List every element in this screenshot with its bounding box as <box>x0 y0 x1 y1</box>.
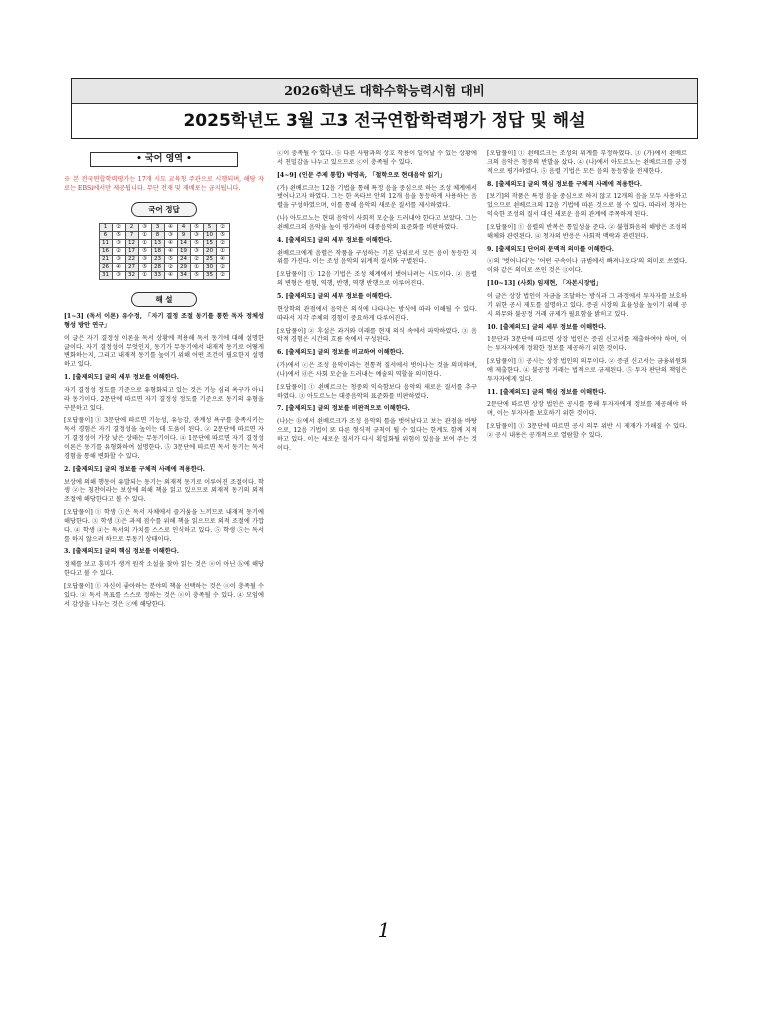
answer-choice: ⑤ <box>164 256 177 264</box>
explanation-paragraph: [오답풀이] ① 자신이 좋아하는 분야의 책을 선택하는 것은 ⓐ이 충족될 수 있다. ② 독서 목표를 스스로 정하는 것은 ⓐ이 충족될 수 있다. ④ 모임에서 감상을 나누는 것은 ⓒ에 해당한다. <box>64 582 264 608</box>
question-number: 31 <box>99 272 112 280</box>
explanation-paragraph: 자기 결정성 정도를 기준으로 유형화되고 있는 것은 기능 심리 욕구가 아니라 동기이다. 2문단에 따르면 자기 결정성 정도를 기준으로 동기의 유형을 구분하고 있다. <box>64 386 264 412</box>
question-heading: 7. [출제의도] 글의 정보를 비판적으로 이해한다. <box>277 405 410 413</box>
answer-choice: ② <box>216 264 229 272</box>
column-2 <box>277 150 477 940</box>
question-number: 1 <box>99 224 112 232</box>
answer-choice: ① <box>138 272 151 280</box>
explanation-paragraph: ⓐ의 '벗어나다'는 '어떤 구속이나 규범에서 빠져나오다'의 의미로 쓰였다. 이와 같은 의미로 쓰인 것은 ③이다. <box>487 258 687 275</box>
question-number: 15 <box>203 240 216 248</box>
header-title: 2025학년도 3월 고3 전국연합학력평가 정답 및 해설 <box>183 111 586 131</box>
answer-key-title: 국어 정답 <box>131 202 197 217</box>
answer-row <box>99 264 229 272</box>
explanation-paragraph: 2문단에 따르면 상장 법인은 공시를 통해 투자자에게 정보를 제공해야 하며, 이는 투자자를 보호하기 위한 것이다. <box>487 401 687 418</box>
question-number: 28 <box>151 264 164 272</box>
explanation-paragraph: [오답풀이] ② 후설은 과거와 미래를 현재 의식 속에서 파악하였다. ③ 음악적 경험은 시간의 흐름 속에서 구성된다. <box>277 327 477 344</box>
explanation-paragraph: [오답풀이] ① 쇤베르크는 조성의 위계를 부정하였다. ③ (가)에서 쇤베르크의 음악은 청중의 반발을 샀다. ④ (나)에서 아도르노는 쇤베르크를 긍정적으로 평가하였다. ⑤ 음렬 기법은 모든 음의 동등함을 전제한다. <box>487 150 687 175</box>
page-number: 1 <box>377 918 391 942</box>
answer-row <box>99 272 229 280</box>
answer-choice: ② <box>216 272 229 280</box>
question-heading: [4~9] (인문 주제 통합) 박영옥, 「철학으로 현대음악 읽기」 <box>277 171 446 179</box>
explanation-paragraph: 현상학의 관점에서 음악은 의식에 나타나는 방식에 따라 이해될 수 있다. 따라서 지각 주체의 경험이 중요하게 다루어진다. <box>277 305 477 322</box>
answer-choice: ④ <box>216 256 229 264</box>
explanation-paragraph: [보기]의 작품은 특정 음을 중심으로 하지 않고 12개의 음을 모두 사용하고 있으므로 쇤베르크의 12음 기법에 따른 것으로 볼 수 있다. 따라서 청자는 익숙한 조성의 질서 대신 새로운 음의 관계에 주목하게 된다. <box>487 193 687 219</box>
question-number: 26 <box>99 264 112 272</box>
question-heading: 6. [출제의도] 글의 정보를 비교하여 이해한다. <box>277 349 404 357</box>
answer-choice: ③ <box>112 240 125 248</box>
document-header <box>71 78 698 139</box>
notice-text: ※ 본 전국연합학력평가는 17개 시도 교육청 주관으로 시행되며, 해당 자료는 EBSi에서만 제공됩니다. 무단 전재 및 재배포는 금지됩니다. <box>64 176 264 192</box>
question-heading: 11. [출제의도] 글의 핵심 정보를 이해한다. <box>487 388 607 396</box>
question-number: 5 <box>203 224 216 232</box>
question-number: 34 <box>177 272 190 280</box>
question-number: 22 <box>125 256 138 264</box>
explanation-paragraph: 보상에 의해 행동이 유발되는 동기는 외재적 동기로 이루어진 조절이다. 학생 ②는 칭찬이라는 보상에 의해 책을 읽고 있으므로 외재적 동기의 외적 조절에 해당한다고 볼 수 있다. <box>64 478 264 504</box>
explanation-paragraph: [오답풀이] ① 3문단에 따르면 기능성, 유능감, 관계성 욕구를 충족시키는 독서 경험은 자기 결정성을 높이는 데 도움이 된다. ② 2문단에 따르면 자기 결정성이 가장 낮은 상태는 무동기이다. ④ 1문단에 따르면 자기 결정성 이론은 동기를 유형화하여 설명한다. ⑤ 3문단에 따르면 독서 동기는 독서 경험을 통해 변화할 수 있다. <box>64 417 264 460</box>
question-number: 4 <box>177 224 190 232</box>
column-3-body <box>487 150 687 441</box>
answer-choice: ④ <box>112 264 125 272</box>
question-number: 16 <box>99 248 112 256</box>
question-heading: [10~13] (사회) 임재현, 「자본시장법」 <box>487 280 602 288</box>
question-heading: 2. [출제의도] 글의 정보를 구체적 사례에 적용한다. <box>64 465 205 473</box>
answer-choice: ④ <box>164 248 177 256</box>
explanation-paragraph: 쇤베르크에게 음렬은 작품을 구성하는 기본 단위로서 모든 음이 동등한 지위를 가진다. 이는 조성 음악의 위계적 질서와 구별된다. <box>277 249 477 266</box>
explanation-title: 해 설 <box>131 292 197 307</box>
question-number: 9 <box>177 232 190 240</box>
explanation-paragraph: [오답풀이] ① 공시는 상장 법인의 의무이다. ② 증권 신고서는 금융위원회에 제출한다. ④ 불공정 거래는 법적으로 규제된다. ⑤ 투자 판단의 책임은 투자자에게 있다. <box>487 358 687 383</box>
question-heading: [1~3] (독서 이론) 유수정, 「자기 결정 조절 동기를 통한 독자 정체성 형성 방안 연구」 <box>64 313 264 329</box>
answer-choice: ③ <box>138 256 151 264</box>
question-number: 11 <box>99 240 112 248</box>
answer-choice: ③ <box>112 272 125 280</box>
question-number: 7 <box>125 232 138 240</box>
explanation-paragraph: [오답풀이] ① 학생 ①은 독서 자체에서 즐거움을 느끼므로 내재적 동기에 해당한다. ③ 학생 ③은 과제 점수를 위해 책을 읽으므로 외적 조절에 가깝다. ④ 학생 ④는 독서의 가치를 스스로 인식하고 있다. ⑤ 학생 ⑤는 독서를 하지 않으려 하므로 무동기 상태이다. <box>64 509 264 543</box>
question-number: 13 <box>151 240 164 248</box>
answer-choice: ④ <box>164 224 177 232</box>
answer-row <box>99 224 229 232</box>
answer-choice: ⑤ <box>138 264 151 272</box>
question-number: 8 <box>151 232 164 240</box>
question-number: 14 <box>177 240 190 248</box>
answer-choice: ② <box>190 256 203 264</box>
explanation-paragraph: [오답풀이] ① 3문단에 따르면 공시 의무 위반 시 제재가 가해질 수 있다. ② 공시 내용은 공개적으로 열람할 수 있다. <box>487 423 687 439</box>
explanation-paragraph: ⓒ이 충족될 수 있다. ⑤ 다른 사람과의 상호 작용이 일어날 수 있는 상황에서 친밀감을 나누고 있으므로 ⓒ이 충족될 수 있다. <box>277 150 477 166</box>
explanation-paragraph: 이 글은 상장 법인이 자금을 조달하는 방식과 그 과정에서 투자자를 보호하기 위한 공시 제도를 설명하고 있다. 증권 시장의 효율성을 높이기 위해 공시 의무와 불공정 거래 규제가 필요함을 밝히고 있다. <box>487 292 687 318</box>
answer-choice: ③ <box>112 256 125 264</box>
header-subtitle: 2026학년도 대학수학능력시험 대비 <box>72 79 697 104</box>
explanation-paragraph: (나)는 ⓑ에서 쇤베르크가 조성 음악의 틀을 벗어났다고 보는 관점을 바탕으로, 12음 기법이 또 다른 형식적 규칙이 될 수 있다는 한계도 함께 지적하고 있다. 이는 새로운 질서가 다시 획일화될 위험이 있음을 보여 주는 것이다. <box>277 418 477 452</box>
answer-row <box>99 232 229 240</box>
answer-choice: ③ <box>190 248 203 256</box>
column-3 <box>487 150 687 940</box>
question-number: 24 <box>177 256 190 264</box>
explanation-paragraph: [오답풀이] ① 쇤베르크는 청중의 익숙함보다 음악의 새로운 질서를 추구하였다. ③ 아도르노는 대중음악의 표준화를 비판하였다. <box>277 383 477 400</box>
answer-choice: ② <box>164 264 177 272</box>
question-number: 35 <box>203 272 216 280</box>
explanation-paragraph: (가)에서 ⓒ은 조성 음악이라는 전통적 질서에서 벗어나는 것을 의미하며, (나)에서 ⓓ은 사회 모순을 드러내는 예술의 역할을 의미한다. <box>277 362 477 378</box>
column-1 <box>64 150 264 940</box>
column-2-body <box>277 150 477 454</box>
answer-choice: ① <box>138 232 151 240</box>
section-title: • 국어 영역 • <box>90 152 238 167</box>
explanation-paragraph: [오답풀이] ① 음렬의 반복은 통일성을 준다. ② 불협화음의 해방은 조성의 해체와 관련된다. ④ 청자의 반응은 사회적 맥락과 관련된다. <box>487 223 687 240</box>
answer-table <box>99 223 230 280</box>
question-number: 32 <box>125 272 138 280</box>
question-heading: 3. [출제의도] 글의 핵심 정보를 이해한다. <box>64 548 179 556</box>
question-number: 2 <box>125 224 138 232</box>
explanation-paragraph: 1문단과 3문단에 따르면 상장 법인은 증권 신고서를 제출하여야 하며, 이는 투자자에게 정확한 정보를 제공하기 위한 것이다. <box>487 336 687 353</box>
answer-row <box>99 248 229 256</box>
answer-choice: ① <box>190 264 203 272</box>
question-number: 18 <box>151 248 164 256</box>
answer-choice: ① <box>138 240 151 248</box>
explanation-paragraph: 정체를 보고 흥미가 생겨 원작 소설을 찾아 읽는 것은 ⓐ이 아닌 ⓑ에 해당한다고 볼 수 있다. <box>64 561 264 578</box>
question-heading: 10. [출제의도] 글의 세부 정보를 이해한다. <box>487 323 607 331</box>
question-heading: 4. [출제의도] 글의 세부 정보를 이해한다. <box>277 236 392 244</box>
column-1-body <box>64 313 264 609</box>
question-number: 29 <box>177 264 190 272</box>
question-number: 12 <box>125 240 138 248</box>
answer-choice: ④ <box>164 272 177 280</box>
explanation-paragraph: (가) 쇤베르크는 12음 기법을 통해 특정 음을 중심으로 하는 조성 체계에서 벗어나고자 하였다. 그는 한 옥타브 안의 12개 음을 동등하게 사용하는 음렬을 구성하였으며, 이를 통해 음악의 새로운 질서를 제시하였다. <box>277 184 477 210</box>
question-heading: 5. [출제의도] 글의 세부 정보를 이해한다. <box>277 292 392 300</box>
question-number: 33 <box>151 272 164 280</box>
question-number: 17 <box>125 248 138 256</box>
answer-row <box>99 240 229 248</box>
answer-choice: ④ <box>164 240 177 248</box>
question-number: 27 <box>125 264 138 272</box>
answer-choice: ⑤ <box>112 232 125 240</box>
question-heading: 8. [출제의도] 글의 핵심 정보를 구체적 사례에 적용한다. <box>487 180 643 188</box>
question-heading: 1. [출제의도] 글의 세부 정보를 이해한다. <box>64 374 179 382</box>
explanation-paragraph: 이 글은 자기 결정성 이론을 독서 상황에 적용해 독서 동기에 대해 설명한 글이다. 자기 결정성이 무엇인지, 동기가 무동기에서 내재적 동기로 어떻게 변화하는지, 그리고 내재적 동기를 높이기 위해 어떤 조건이 필요한지 설명하고 있다. <box>64 334 264 369</box>
explanation-paragraph: (나) 아도르노는 현대 음악이 사회적 모순을 드러내야 한다고 보았다. 그는 쇤베르크의 음악을 높이 평가하며 대중음악의 표준화를 비판하였다. <box>277 215 477 231</box>
question-number: 30 <box>203 264 216 272</box>
question-heading: 9. [출제의도] 단어의 문맥적 의미를 이해한다. <box>487 245 614 253</box>
question-number: 6 <box>99 232 112 240</box>
question-number: 19 <box>177 248 190 256</box>
answer-choice: ② <box>112 248 125 256</box>
answer-choice: ② <box>216 224 229 232</box>
question-number: 20 <box>203 248 216 256</box>
question-number: 3 <box>151 224 164 232</box>
answer-choice: ② <box>112 224 125 232</box>
question-number: 25 <box>203 256 216 264</box>
answer-choice: ⑤ <box>190 272 203 280</box>
answer-choice: ⑤ <box>216 232 229 240</box>
answer-choice: ⑤ <box>190 224 203 232</box>
answer-choice: ② <box>216 240 229 248</box>
question-number: 21 <box>99 256 112 264</box>
answer-choice: ⑤ <box>190 240 203 248</box>
question-number: 10 <box>203 232 216 240</box>
answer-choice: ③ <box>190 232 203 240</box>
answer-choice: ⑤ <box>138 248 151 256</box>
answer-row <box>99 256 229 264</box>
explanation-paragraph: [오답풀이] ① 12음 기법은 조성 체계에서 벗어나려는 시도이다. ② 음렬의 변형은 원형, 역행, 반행, 역행 반행으로 이루어진다. <box>277 271 477 288</box>
answer-choice: ③ <box>138 224 151 232</box>
answer-choice: ③ <box>164 232 177 240</box>
answer-choice: ① <box>216 248 229 256</box>
question-number: 23 <box>151 256 164 264</box>
